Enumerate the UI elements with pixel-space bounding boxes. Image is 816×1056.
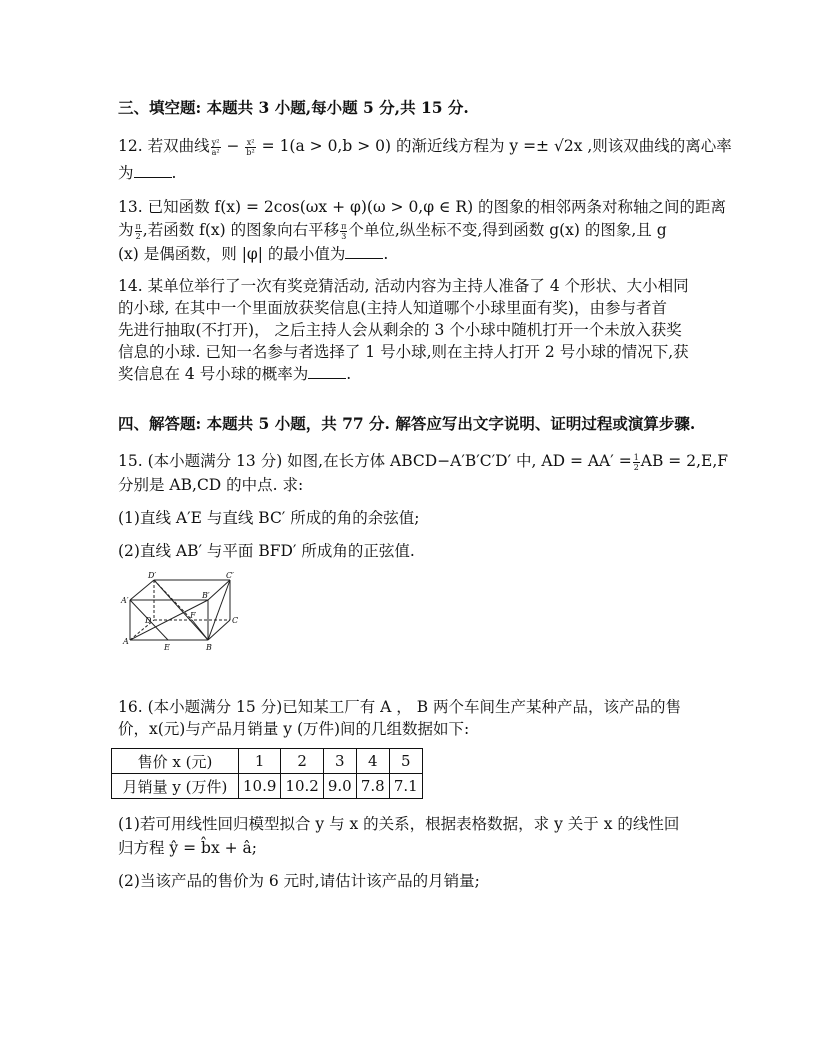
- table-cell: 5: [389, 749, 422, 774]
- question-16-part-1-line-1: (1)若可用线性回归模型拟合 y 与 x 的关系，根据表格数据，求 y 关于 x 的线性回: [118, 815, 680, 833]
- question-13-line-1: 13. 已知函数 f(x) = 2cos(ωx + φ)(ω > 0,φ ∈ R) 的图象的相邻两条对称轴之间的距离: [118, 198, 727, 216]
- label-D1: D′: [148, 571, 157, 580]
- question-13-line-2: 为 $\frac{\pi}{2}$ ,若函数 f(x) 的图象向右平移 $\frac{\pi}{3}$ 个单位,纵坐标不变,得到函数 g(x) 的图象,且 g: [118, 221, 667, 241]
- question-14-line-3: 先进行抽取(不打开)， 之后主持人会从剩余的 3 个小球中随机打开一个未放入获奖: [118, 321, 682, 339]
- question-14-line-2: 的小球, 在其中一个里面放获奖信息(主持人知道哪个小球里面有奖)，由参与者首: [118, 299, 667, 317]
- table-cell: 10.9: [239, 774, 281, 799]
- q12-equation: = 1(a > 0,b > 0) 的渐近线方程为 y =± √2x ,则该双曲线的离心率: [256, 137, 732, 155]
- q12-fraction-x: $\frac{\text{x²}}{\text{b²}}$: [246, 137, 255, 157]
- table-cell: 2: [281, 749, 323, 774]
- cuboid-diagram: [118, 570, 244, 654]
- question-16-line-1: 16. (本小题满分 15 分)已知某工厂有 A ， B 两个车间生产某种产品，该产品的售: [118, 698, 682, 716]
- edge-A1D1: [130, 580, 154, 600]
- cuboid-figure: [118, 570, 244, 654]
- label-C1: C′: [226, 571, 234, 580]
- section-3-heading: 三、填空题: 本题共 3 小题,每小题 5 分,共 15 分.: [118, 98, 469, 117]
- segment-FB: [192, 620, 208, 640]
- segment-BC1: [208, 580, 230, 640]
- answer-blank: [308, 364, 346, 379]
- question-12-line-1: 12. 若双曲线 $\frac{\text{y²}}{\text{a²}}$ − $\frac{\text{x²}}{\text{b²}}$ = 1(a > 0,b > 0) 的渐近线方程为 y =± √2x ,则该双曲线的离心率: [118, 137, 732, 157]
- label-C: C: [232, 616, 239, 625]
- table-cell: 7.8: [356, 774, 389, 799]
- table-row: [112, 749, 423, 774]
- label-A1: A′: [121, 596, 129, 605]
- table-header-sales: 月销量 y (万件): [112, 774, 239, 799]
- table-row: [112, 774, 423, 799]
- table-cell: 7.1: [389, 774, 422, 799]
- q13-fraction-pi-2: $\frac{\pi}{2}$: [135, 221, 141, 241]
- question-15-line-2: 分别是 AB,CD 的中点. 求:: [118, 476, 304, 494]
- q12-fraction-y: $\frac{\text{y²}}{\text{a²}}$: [211, 137, 220, 157]
- question-12-line-2: 为 .: [118, 164, 177, 182]
- q12-prefix: 12. 若双曲线: [118, 137, 210, 155]
- label-A: A: [123, 637, 129, 646]
- question-14-line-4: 信息的小球. 已知一名参与者选择了 1 号小球,则在主持人打开 2 号小球的情况下,获: [118, 343, 689, 361]
- table-cell: 9.0: [323, 774, 356, 799]
- q15-fraction-half: $\frac{1}{2}$: [633, 452, 639, 472]
- price-sales-table: [111, 748, 423, 799]
- label-F: F: [190, 611, 196, 620]
- label-B: B: [206, 643, 212, 652]
- question-16-part-1-line-2: 归方程 ŷ = b̂x + â;: [118, 839, 257, 857]
- question-15-line-1: 15. (本小题满分 13 分) 如图,在长方体 ABCD−A′B′C′D′ 中, AD = AA′ = $\frac{1}{2}$ AB = 2,E,F: [118, 452, 729, 472]
- question-13-line-3: (x) 是偶函数，则 |φ| 的最小值为 .: [118, 245, 389, 263]
- table-header-price: 售价 x (元): [112, 749, 239, 774]
- table-cell: 4: [356, 749, 389, 774]
- answer-blank: [345, 244, 383, 259]
- section-4-heading: 四、解答题: 本题共 5 小题，共 77 分. 解答应写出文字说明、证明过程或演算步骤.: [118, 414, 696, 433]
- question-14-line-1: 14. 某单位举行了一次有奖竞猜活动, 活动内容为主持人准备了 4 个形状、大小相同: [118, 277, 689, 295]
- q13-fraction-pi-3: $\frac{\pi}{3}$: [341, 221, 347, 241]
- table-cell: 3: [323, 749, 356, 774]
- table-cell: 1: [239, 749, 281, 774]
- label-E: E: [164, 643, 170, 652]
- table-cell: 10.2: [281, 774, 323, 799]
- question-15-part-2: (2)直线 AB′ 与平面 BFD′ 所成角的正弦值.: [118, 542, 415, 560]
- question-15-part-1: (1)直线 A′E 与直线 BC′ 所成的角的余弦值;: [118, 509, 420, 527]
- question-14-line-5: 奖信息在 4 号小球的概率为 .: [118, 365, 352, 383]
- answer-blank: [134, 163, 172, 178]
- question-16-part-2: (2)当该产品的售价为 6 元时,请估计该产品的月销量;: [118, 872, 480, 890]
- label-B1: B′: [202, 591, 210, 600]
- question-16-line-2: 价，x(元)与产品月销量 y (万件)间的几组数据如下:: [118, 720, 470, 738]
- label-D: D: [145, 616, 152, 625]
